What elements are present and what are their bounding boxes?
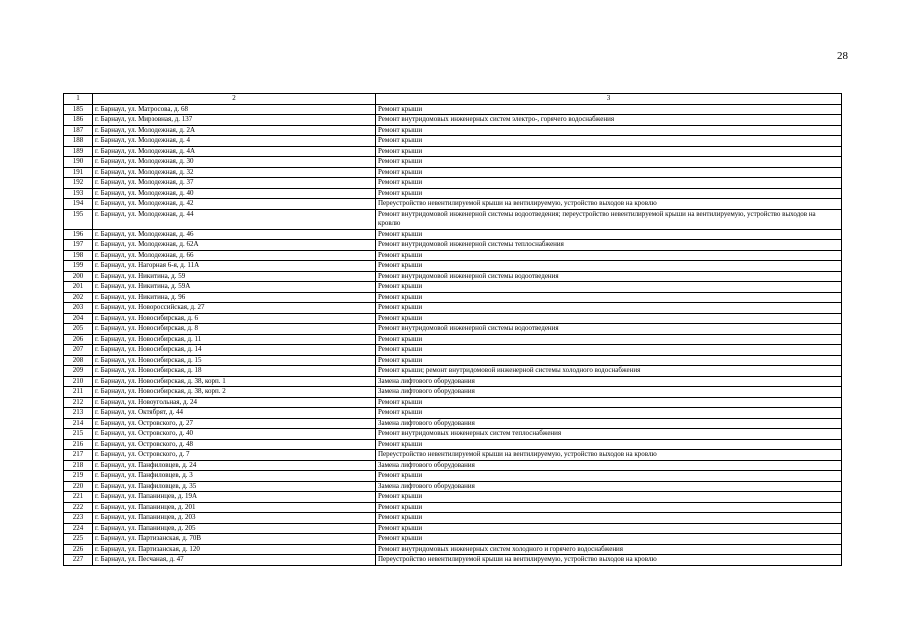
address-cell: г. Барнаул, ул. Молодежная, д. 32 xyxy=(93,167,376,178)
row-number: 221 xyxy=(64,492,93,503)
work-type-cell: Ремонт внутридомовой инженерной системы теплоснабжения xyxy=(376,240,842,251)
table-row xyxy=(64,292,842,303)
row-number: 192 xyxy=(64,178,93,189)
address-cell: г. Барнаул, ул. Молодежная, д. 4 xyxy=(93,136,376,147)
row-number: 216 xyxy=(64,439,93,450)
table-row xyxy=(64,366,842,377)
work-type-cell: Ремонт крыши xyxy=(376,534,842,545)
work-type-cell: Замена лифтового оборудования xyxy=(376,387,842,398)
table-row xyxy=(64,209,842,229)
table-row xyxy=(64,136,842,147)
row-number: 214 xyxy=(64,418,93,429)
table-row xyxy=(64,199,842,210)
address-cell: г. Барнаул, ул. Папанинцев, д. 205 xyxy=(93,523,376,534)
work-type-cell: Ремонт крыши xyxy=(376,167,842,178)
address-cell: г. Барнаул, ул. Мирзовная, д. 137 xyxy=(93,115,376,126)
address-cell: г. Барнаул, ул. Никитина, д. 96 xyxy=(93,292,376,303)
row-number: 225 xyxy=(64,534,93,545)
address-cell: г. Барнаул, ул. Новосибирская, д. 14 xyxy=(93,345,376,356)
work-type-cell: Ремонт крыши xyxy=(376,303,842,314)
row-number: 215 xyxy=(64,429,93,440)
address-cell: г. Барнаул, ул. Молодежная, д. 44 xyxy=(93,209,376,229)
work-type-cell: Ремонт крыши xyxy=(376,229,842,240)
address-cell: г. Барнаул, ул. Нагорная 6-я, д. 11А xyxy=(93,261,376,272)
row-number: 197 xyxy=(64,240,93,251)
work-type-cell: Переустройство невентилируемой крыши на вентилируемую, устройство выходов на кровлю xyxy=(376,199,842,210)
address-cell: г. Барнаул, ул. Молодежная, д. 46 xyxy=(93,229,376,240)
row-number: 198 xyxy=(64,250,93,261)
address-cell: г. Барнаул, ул. Новосибирская, д. 15 xyxy=(93,355,376,366)
row-number: 186 xyxy=(64,115,93,126)
table-header-row xyxy=(64,94,842,105)
work-type-cell: Ремонт внутридомовых инженерных систем холодного и горячего водоснабжения xyxy=(376,544,842,555)
repair-works-table xyxy=(63,93,842,566)
work-type-cell: Замена лифтового оборудования xyxy=(376,418,842,429)
table-row xyxy=(64,429,842,440)
table-row xyxy=(64,261,842,272)
address-cell: г. Барнаул, ул. Матросова, д. 68 xyxy=(93,104,376,115)
work-type-cell: Замена лифтового оборудования xyxy=(376,481,842,492)
row-number: 185 xyxy=(64,104,93,115)
row-number: 199 xyxy=(64,261,93,272)
address-cell: г. Барнаул, ул. Молодежная, д. 2А xyxy=(93,125,376,136)
address-cell: г. Барнаул, ул. Новосибирская, д. 11 xyxy=(93,334,376,345)
work-type-cell: Ремонт внутридомовой инженерной системы водоотведения; переустройство невентилируемой крыши на вентилируемую, устройство выходов на кровлю xyxy=(376,209,842,229)
row-number: 207 xyxy=(64,345,93,356)
table-row xyxy=(64,492,842,503)
row-number: 206 xyxy=(64,334,93,345)
address-cell: г. Барнаул, ул. Новосибирская, д. 18 xyxy=(93,366,376,377)
address-cell: г. Барнаул, ул. Никитина, д. 59 xyxy=(93,271,376,282)
table-body xyxy=(64,94,842,566)
work-type-cell: Ремонт крыши xyxy=(376,136,842,147)
row-number: 190 xyxy=(64,157,93,168)
address-cell: г. Барнаул, ул. Папанинцев, д. 203 xyxy=(93,513,376,524)
work-type-cell: Ремонт крыши xyxy=(376,282,842,293)
address-cell: г. Барнаул, ул. Новоугольная, д. 24 xyxy=(93,397,376,408)
work-type-cell: Ремонт крыши xyxy=(376,397,842,408)
table-row xyxy=(64,355,842,366)
address-cell: г. Барнаул, ул. Панфиловцев, д. 3 xyxy=(93,471,376,482)
table-row xyxy=(64,502,842,513)
table-row xyxy=(64,115,842,126)
address-cell: г. Барнаул, ул. Молодежная, д. 40 xyxy=(93,188,376,199)
row-number: 202 xyxy=(64,292,93,303)
row-number: 204 xyxy=(64,313,93,324)
row-number: 220 xyxy=(64,481,93,492)
table-row xyxy=(64,178,842,189)
row-number: 196 xyxy=(64,229,93,240)
row-number: 223 xyxy=(64,513,93,524)
row-number: 203 xyxy=(64,303,93,314)
table-row xyxy=(64,555,842,566)
address-cell: г. Барнаул, ул. Новосибирская, д. 38, корп. 1 xyxy=(93,376,376,387)
row-number: 208 xyxy=(64,355,93,366)
table-row xyxy=(64,334,842,345)
work-type-cell: Ремонт крыши xyxy=(376,146,842,157)
table-row xyxy=(64,104,842,115)
row-number: 217 xyxy=(64,450,93,461)
table-row xyxy=(64,439,842,450)
address-cell: г. Барнаул, ул. Новосибирская, д. 38, корп. 2 xyxy=(93,387,376,398)
table-row xyxy=(64,188,842,199)
work-type-cell: Ремонт крыши xyxy=(376,188,842,199)
table-row xyxy=(64,250,842,261)
address-cell: г. Барнаул, ул. Панфиловцев, д. 24 xyxy=(93,460,376,471)
row-number: 188 xyxy=(64,136,93,147)
table-row xyxy=(64,303,842,314)
work-type-cell: Ремонт крыши xyxy=(376,292,842,303)
row-number: 218 xyxy=(64,460,93,471)
work-type-cell: Ремонт крыши xyxy=(376,355,842,366)
table-row xyxy=(64,544,842,555)
table-row xyxy=(64,125,842,136)
table-row xyxy=(64,387,842,398)
address-cell: г. Барнаул, ул. Молодежная, д. 62А xyxy=(93,240,376,251)
work-type-cell: Ремонт крыши; ремонт внутридомовой инженерной системы холодного водоснабжения xyxy=(376,366,842,377)
address-cell: г. Барнаул, ул. Новосибирская, д. 8 xyxy=(93,324,376,335)
address-cell: г. Барнаул, ул. Островского, д. 48 xyxy=(93,439,376,450)
table-row xyxy=(64,282,842,293)
work-type-cell: Ремонт внутридомовых инженерных систем электро-, горячего водоснабжения xyxy=(376,115,842,126)
work-type-cell: Замена лифтового оборудования xyxy=(376,376,842,387)
table-row xyxy=(64,418,842,429)
row-number: 213 xyxy=(64,408,93,419)
work-type-cell: Ремонт крыши xyxy=(376,125,842,136)
work-type-cell: Ремонт крыши xyxy=(376,471,842,482)
row-number: 211 xyxy=(64,387,93,398)
address-cell: г. Барнаул, ул. Папанинцев, д. 201 xyxy=(93,502,376,513)
row-number: 201 xyxy=(64,282,93,293)
table-row xyxy=(64,460,842,471)
row-number: 219 xyxy=(64,471,93,482)
table-row xyxy=(64,167,842,178)
row-number: 209 xyxy=(64,366,93,377)
row-number: 210 xyxy=(64,376,93,387)
row-number: 205 xyxy=(64,324,93,335)
address-cell: г. Барнаул, ул. Молодежная, д. 42 xyxy=(93,199,376,210)
address-cell: г. Барнаул, ул. Островского, д. 40 xyxy=(93,429,376,440)
address-cell: г. Барнаул, ул. Новороссийская, д. 27 xyxy=(93,303,376,314)
row-number: 193 xyxy=(64,188,93,199)
work-type-cell: Ремонт крыши xyxy=(376,157,842,168)
address-cell: г. Барнаул, ул. Островского, д. 7 xyxy=(93,450,376,461)
work-type-cell: Ремонт внутридомовой инженерной системы водоотведения xyxy=(376,324,842,335)
work-type-cell: Ремонт крыши xyxy=(376,104,842,115)
address-cell: г. Барнаул, ул. Октябрят, д. 44 xyxy=(93,408,376,419)
work-type-cell: Ремонт крыши xyxy=(376,513,842,524)
table-row xyxy=(64,534,842,545)
address-cell: г. Барнаул, ул. Никитина, д. 59А xyxy=(93,282,376,293)
table-row xyxy=(64,157,842,168)
row-number: 224 xyxy=(64,523,93,534)
table-row xyxy=(64,240,842,251)
table-row xyxy=(64,345,842,356)
work-type-cell: Ремонт крыши xyxy=(376,178,842,189)
table-row xyxy=(64,271,842,282)
address-cell: г. Барнаул, ул. Молодежная, д. 4А xyxy=(93,146,376,157)
row-number: 195 xyxy=(64,209,93,229)
row-number: 187 xyxy=(64,125,93,136)
address-cell: г. Барнаул, ул. Партизанская, д. 120 xyxy=(93,544,376,555)
work-type-cell: Ремонт крыши xyxy=(376,408,842,419)
row-number: 200 xyxy=(64,271,93,282)
table-row xyxy=(64,471,842,482)
table-row xyxy=(64,408,842,419)
row-number: 189 xyxy=(64,146,93,157)
work-type-cell: Ремонт крыши xyxy=(376,334,842,345)
work-type-cell: Ремонт внутридомовой инженерной системы водоотведения xyxy=(376,271,842,282)
row-number: 191 xyxy=(64,167,93,178)
address-cell: г. Барнаул, ул. Островского, д. 27 xyxy=(93,418,376,429)
address-cell: г. Барнаул, ул. Молодежная, д. 66 xyxy=(93,250,376,261)
address-cell: г. Барнаул, ул. Молодежная, д. 37 xyxy=(93,178,376,189)
table-row xyxy=(64,450,842,461)
work-type-cell: Ремонт крыши xyxy=(376,523,842,534)
work-type-cell: Переустройство невентилируемой крыши на вентилируемую, устройство выходов на кровлю xyxy=(376,555,842,566)
work-type-cell: Ремонт крыши xyxy=(376,261,842,272)
row-number: 227 xyxy=(64,555,93,566)
column-number-1: 1 xyxy=(64,94,93,105)
work-type-cell: Замена лифтового оборудования xyxy=(376,460,842,471)
work-type-cell: Ремонт крыши xyxy=(376,313,842,324)
table-row xyxy=(64,513,842,524)
table-row xyxy=(64,397,842,408)
table-row xyxy=(64,523,842,534)
address-cell: г. Барнаул, ул. Папанинцев, д. 19А xyxy=(93,492,376,503)
work-type-cell: Ремонт крыши xyxy=(376,502,842,513)
row-number: 212 xyxy=(64,397,93,408)
table-row xyxy=(64,324,842,335)
table-row xyxy=(64,229,842,240)
row-number: 222 xyxy=(64,502,93,513)
table-row xyxy=(64,146,842,157)
address-cell: г. Барнаул, ул. Новосибирская, д. 6 xyxy=(93,313,376,324)
work-type-cell: Ремонт крыши xyxy=(376,439,842,450)
page-number: 28 xyxy=(837,50,848,62)
column-number-2: 2 xyxy=(93,94,376,105)
table-row xyxy=(64,313,842,324)
work-type-cell: Ремонт внутридомовых инженерных систем теплоснабжения xyxy=(376,429,842,440)
table-row xyxy=(64,481,842,492)
row-number: 226 xyxy=(64,544,93,555)
work-type-cell: Ремонт крыши xyxy=(376,492,842,503)
work-type-cell: Ремонт крыши xyxy=(376,345,842,356)
address-cell: г. Барнаул, ул. Молодежная, д. 30 xyxy=(93,157,376,168)
table-row xyxy=(64,376,842,387)
address-cell: г. Барнаул, ул. Партизанская, д. 70В xyxy=(93,534,376,545)
work-type-cell: Переустройство невентилируемой крыши на вентилируемую, устройство выходов на кровлю xyxy=(376,450,842,461)
work-type-cell: Ремонт крыши xyxy=(376,250,842,261)
address-cell: г. Барнаул, ул. Панфиловцев, д. 35 xyxy=(93,481,376,492)
row-number: 194 xyxy=(64,199,93,210)
address-cell: г. Барнаул, ул. Песчаная, д. 47 xyxy=(93,555,376,566)
column-number-3: 3 xyxy=(376,94,842,105)
